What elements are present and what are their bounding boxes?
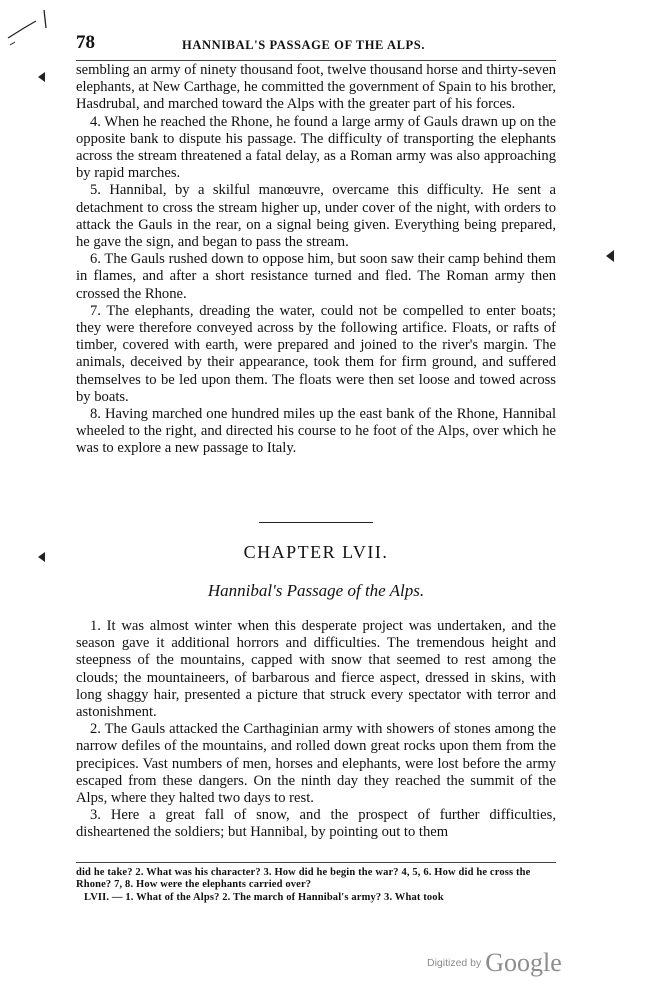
paragraph-5: 5. Hannibal, by a skilful manœuvre, overcame this difficulty. He sent a detachment to cross the stream higher up, under cover of the night, with orders to attack the Gauls in the rear, on a signal being given. Everything being prepared, he gave the sign, and began to pass the stream.	[76, 182, 556, 251]
footnote-rule	[76, 862, 556, 863]
paragraph-8: 8. Having marched one hundred miles up the east bank of the Rhone, Hannibal wheeled to the right, and directed his course to he foot of the Alps, over which he was to explore a new passage to Italy.	[76, 406, 556, 457]
chapter-text	[76, 618, 556, 842]
chapter-paragraph-3: 3. Here a great fall of snow, and the prospect of further difficulties, disheartened the soldiers; but Hannibal, by pointing out to them	[76, 807, 556, 841]
margin-marker-left-upper	[38, 72, 45, 82]
watermark-brand: Google	[485, 948, 562, 977]
page-number: 78	[76, 32, 95, 53]
scan-pen-mark	[6, 8, 50, 48]
paragraph-6: 6. The Gauls rushed down to oppose him, but soon saw their camp behind them in flames, and after a short resistance turned and fled. The Roman army then crossed the Rhone.	[76, 251, 556, 302]
margin-marker-left-middle	[38, 552, 45, 562]
margin-marker-right	[606, 250, 614, 262]
chapter-subtitle: Hannibal's Passage of the Alps.	[207, 581, 425, 600]
google-watermark	[427, 948, 562, 978]
paragraph-continuation: sembling an army of ninety thousand foot, twelve thousand horse and thirty-seven elephants, at New Carthage, he committed the government of Spain to his brother, Hasdrubal, and marched toward the Alps with the greater part of his forces.	[76, 62, 556, 113]
paragraph-7: 7. The elephants, dreading the water, could not be compelled to enter boats; they were therefore conveyed across by the following artifice. Floats, or rafts of timber, covered with earth, were prepared and joined to the river's margin. The animals, deceived by their appearance, took them for firm ground, and suffered themselves to be led upon them. The floats were then set loose and towed across by boats.	[76, 302, 556, 405]
footnote-line-2: LVII. — 1. What of the Alps? 2. The march of Hannibal's army? 3. What took	[84, 891, 444, 903]
page-header	[76, 32, 556, 56]
chapter-paragraph-1: 1. It was almost winter when this desperate project was undertaken, and the season gave it additional horrors and difficulties. The tremendous height and steepness of the mountains, capped with snow that seemed to rest among the clouds; the mountaineers, of barbarous and fierce aspect, dressed in skins, with long shaggy hair, presented a picture that struck every spectator with terror and astonishment.	[76, 618, 556, 721]
section-divider	[259, 522, 373, 523]
running-head: HANNIBAL'S PASSAGE OF THE ALPS.	[182, 38, 426, 52]
watermark-prefix: Digitized by	[427, 957, 482, 969]
chapter-title: CHAPTER LVII.	[243, 542, 389, 562]
body-text	[76, 62, 556, 458]
header-rule	[76, 60, 556, 61]
footnote-line-1: did he take? 2. What was his character? 3. How did he begin the war? 4, 5, 6. How did he cross the Rhone? 7, 8. How were the elephants carried over?	[76, 867, 531, 891]
chapter-paragraph-2: 2. The Gauls attacked the Carthaginian army with showers of stones among the narrow defiles of the mountains, and rolled down great rocks upon them from the precipices. Vast numbers of men, horses and elephants, were lost before the army escaped from these dangers. On the ninth day they reached the summit of the Alps, where they halted two days to rest.	[76, 721, 556, 807]
footnotes	[76, 867, 556, 904]
paragraph-4: 4. When he reached the Rhone, he found a large army of Gauls drawn up on the opposite bank to dispute his passage. The difficulty of transporting the elephants across the stream threatened a fatal delay, as a Roman army was also approaching by rapid marches.	[76, 113, 556, 182]
